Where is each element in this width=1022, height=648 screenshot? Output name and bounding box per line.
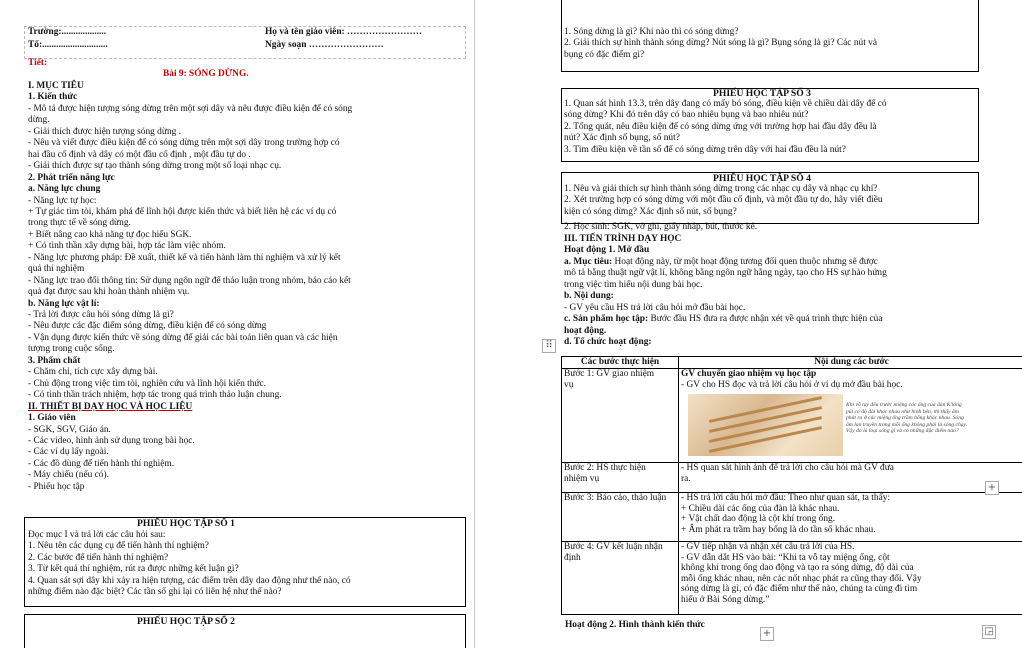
text-line: - Năng lực trao đổi thông tin: Sử dụng ngôn ngữ để thảo luận trong nhóm, báo cáo kết [28,275,351,286]
worksheet-4-title: PHIẾU HỌC TẬP SỐ 4 [713,173,811,184]
image-caption: Khi vỗ tay đều trước miệng các ống của đàn K'lông pút có độ dài khác nhau như hình bên, thì thấy âm phát ra ở các miệng ống trầm bổng khác nhau. Sóng âm lan truyền trong mỗi ống không phải là sóng chạy. Vậy đó là loại sóng gì và có những đặc điểm nào? [846,402,968,435]
text-line: mô tả bằng thuật ngữ vật lí, không bằng ngôn ngữ hằng ngày, tạo cho HS sự hào hứng [564,268,887,278]
text-line: bụng có đặc điểm gì? [564,49,645,60]
text-line: - Năng lực tự học: [28,195,97,206]
text-line: - GV yêu cầu HS trả lời câu hỏi mở đầu bài học. [564,302,746,313]
text-line: sóng dừng? Khi đó trên dây có bao nhiêu bụng và bao nhiêu nút? [564,110,809,121]
text-line: - Chăm chỉ, tích cực xây dựng bài. [28,367,158,378]
table-move-handle[interactable]: ⠿ [542,339,556,353]
content-cell: - HS quan sát hình ảnh để trả lời cho câu hỏi mà GV đưa ra. [679,463,1022,493]
text-line: + Biết nâng cao khả năng tự đọc hiểu SGK. [28,229,192,240]
text-line: d. Tổ chức hoạt động: [564,337,652,347]
text-line: 1. Kiến thức [28,92,78,103]
text-line: III. TIẾN TRÌNH DẠY HỌC [564,233,682,244]
header-school: Trường:................... [28,27,107,37]
table-header-steps: Các bước thực hiện [562,357,679,369]
page-1-edge [474,0,475,648]
text-line: hai đầu cố định và dây có một đầu cố định , một đầu tự do . [28,149,251,160]
text-line: 4. Quan sát sợi dây khi xảy ra hiện tượng, các điểm trên dây dao động như thế nào, có [28,575,351,586]
klong-put-image [688,394,843,456]
header-teacher: Họ và tên giáo viên: …………………… [265,27,423,37]
step-cell: Bước 3: Báo cáo, thảo luận [562,493,679,542]
text-line: 1. Nêu và giải thích sự hình thành sóng dừng trong các nhạc cụ dây và nhạc cụ khí? [564,184,878,194]
header-date: Ngày soạn …………………… [265,40,384,50]
text-line: - Các ví dụ lấy ngoài. [28,447,109,458]
text-line: - Các video, hình ảnh sử dụng trong bài học. [28,435,195,446]
worksheet-2-title: PHIẾU HỌC TẬP SỐ 2 [137,616,235,627]
text-line: 1. Quan sát hình 13.3, trên dây đang có mấy bó sóng, điều kiện về chiều dài dây để có [564,99,887,109]
document-page-1 [0,0,474,648]
text-line: - Giải thích được sự tạo thành sóng dừng trong một số loại nhạc cụ. [28,161,282,172]
text-line: 1. Giáo viên [28,413,76,424]
worksheet-2 [24,614,466,648]
text-line: + Tự giác tìm tòi, khám phá để lĩnh hội được kiến thức và biết liên hệ các ví dụ có [28,206,337,217]
header-group: Tổ:............................ [28,40,108,50]
text-line: - Giải thích được hiện tượng sóng dừng . [28,126,182,137]
content-cell: - GV tiếp nhận và nhận xét câu trả lời của HS. - GV dẫn dắt HS vào bài: “Khi ta vỗ tay miệng ống, cột không khí trong ống dao động và tạo ra sóng dừng, độ dài của mỗi ống khác nhau, nên các nốt nhạc phát ra cũng thay đổi. Vậy sóng dừng là gì, có đặc điểm như thế nào, chúng ta cùng đi tìm hiểu ở Bài Sóng dừng.” [679,542,1022,615]
text-line: - Phiếu học tập [28,481,85,492]
text-line: 2. Học sinh: SGK, vở ghi, giấy nháp, bút, thước kẻ. [564,222,758,232]
text-line: - Nêu được các đặc điểm sóng dừng, điều kiện để có sóng dừng [28,321,267,332]
text-line: Hoạt động 1. Mở đầu [564,245,650,255]
content-cell: - HS trả lời câu hỏi mở đầu: Theo như quan sát, ta thấy: + Chiều dài các ống của đàn là khác nhau. + Vật chất dao động là cột khí trong ống. + Âm phát ra trầm hay bổng là do tần số khác nhau. [679,493,1022,542]
table-header-content: Nội dung các bước [679,357,1022,369]
add-column-button[interactable]: + [985,481,999,495]
text-line: a. Năng lực chung [28,184,101,195]
text-line: kiện có sóng dừng? Xác định số nút, số bụng? [564,206,737,217]
text-line: 2. Các bước để tiến hành thí nghiệm? [28,552,169,563]
table-row [562,493,1022,542]
text-line: 2. Tổng quát, nêu điều kiện để có sóng dừng ứng với trường hợp hai đầu dây đều là [564,121,877,132]
text-line: a. Mục tiêu: Hoạt động này, từ một hoạt động tương đối quen thuộc nhưng sẽ được [564,256,878,267]
text-line: 1. Nêu tên các dụng cụ để tiến hành thí nghiệm? [28,541,209,552]
text-line: 3. Tìm điều kiện về tần số để có sóng dừng trên dây với hai đầu đều là nút? [564,144,846,155]
text-line: nút? Xác định số bụng, số nút? [564,133,680,144]
text-line: - Máy chiếu (nếu có). [28,470,109,481]
text-line: 2. Xét trường hợp có sóng dừng với một đầu cố định, và một đầu tự do, hãy viết điều [564,195,883,206]
worksheet-3-title: PHIẾU HỌC TẬP SỐ 3 [713,88,811,99]
table-row [562,542,1022,615]
text-line: quả thí nghiệm [28,264,85,275]
text-line: quả đạt được sau khi hoàn thành nhiệm vụ. [28,287,190,298]
worksheet-1-title: PHIẾU HỌC TẬP SỐ 1 [137,518,235,529]
content-cell: GV chuyển giao nhiệm vụ học tập - GV cho HS đọc và trả lời câu hỏi ở ví dụ mở đầu bài học. [679,369,1022,463]
text-line: trong việc tìm hiểu nội dung bài học. [564,279,703,290]
text-line: tượng trong cuộc sống. [28,344,115,355]
step-cell: Bước 4: GV kết luận nhận định [562,542,679,615]
text-line: - Chủ động trong việc tìm tòi, nghiên cứu và lĩnh hội kiến thức. [28,378,266,389]
text-line: - SGK, SGV, Giáo án. [28,424,111,435]
text-line: + Có tinh thần xây dựng bài, hợp tác làm việc nhóm. [28,241,226,252]
text-line: - Vận dụng được kiến thức về sóng dừng để giải các bài toán liên quan và các hiện [28,332,338,343]
text-line: 2. Giải thích sự hình thành sóng dừng? Nút sóng là gì? Bụng sóng là gì? Các nút và [564,38,877,49]
text-line: b. Nội dung: [564,291,614,301]
text-line: - Năng lực phương pháp: Đề xuất, thiết kế và tiến hành làm thí nghiệm và xử lý kết [28,252,341,263]
activity-2-heading: Hoạt động 2. Hình thành kiến thức [565,620,705,630]
text-line: c. Sản phẩm học tập: Bước đầu HS đưa ra được nhận xét về quá trình thực hiện của [564,314,883,324]
text-line: Đọc mục I và trả lời các câu hỏi sau: [28,530,166,540]
text-line: 1. Sóng dừng là gì? Khi nào thì có sóng dừng? [564,27,739,37]
text-line: - Các đồ dùng để tiến hành thí nghiệm. [28,458,175,469]
step-cell: Bước 1: GV giao nhiệm vụ [562,369,679,463]
tiet-label: Tiết: [28,58,48,68]
text-line: hoạt động. [564,325,607,336]
text-line: - Nêu và viết được điều kiện để có sóng dừng trên một sợi dây trong trường hợp có [28,138,340,149]
text-line: 3. Từ kết quả thí nghiệm, rút ra được những kết luận gì? [28,564,239,575]
add-row-button[interactable]: + [760,627,774,641]
text-line: I. MỤC TIÊU [28,81,84,91]
document-page-2 [512,0,1022,648]
text-line: trong thực tế về sóng dừng. [28,218,131,229]
lesson-title: Bài 9: SÓNG DỪNG. [163,69,249,79]
text-line: - Có tinh thần trách nhiệm, hợp tác trong quá trình thảo luận chung. [28,390,282,401]
text-line: - Trả lời được câu hỏi sóng dừng là gì? [28,310,174,320]
text-line: 2. Phát triển năng lực [28,172,115,183]
text-line: 3. Phẩm chất [28,355,81,366]
step-cell: Bước 2: HS thực hiện nhiệm vụ [562,463,679,493]
table-resize-handle[interactable]: ◲ [982,625,996,639]
text-line: b. Năng lực vật lí: [28,298,100,309]
table-row [562,463,1022,493]
text-line: những điểm nào đặc biệt? Các tần số ghi lại có liên hệ như thế nào? [28,587,282,597]
text-line: - Mô tả được hiện tượng sóng dừng trên một sợi dây và nêu được điều kiện để có sóng [28,103,353,114]
text-line: dừng. [28,115,50,126]
text-line: II. THIẾT BỊ DẠY HỌC VÀ HỌC LIỆU [28,401,193,412]
